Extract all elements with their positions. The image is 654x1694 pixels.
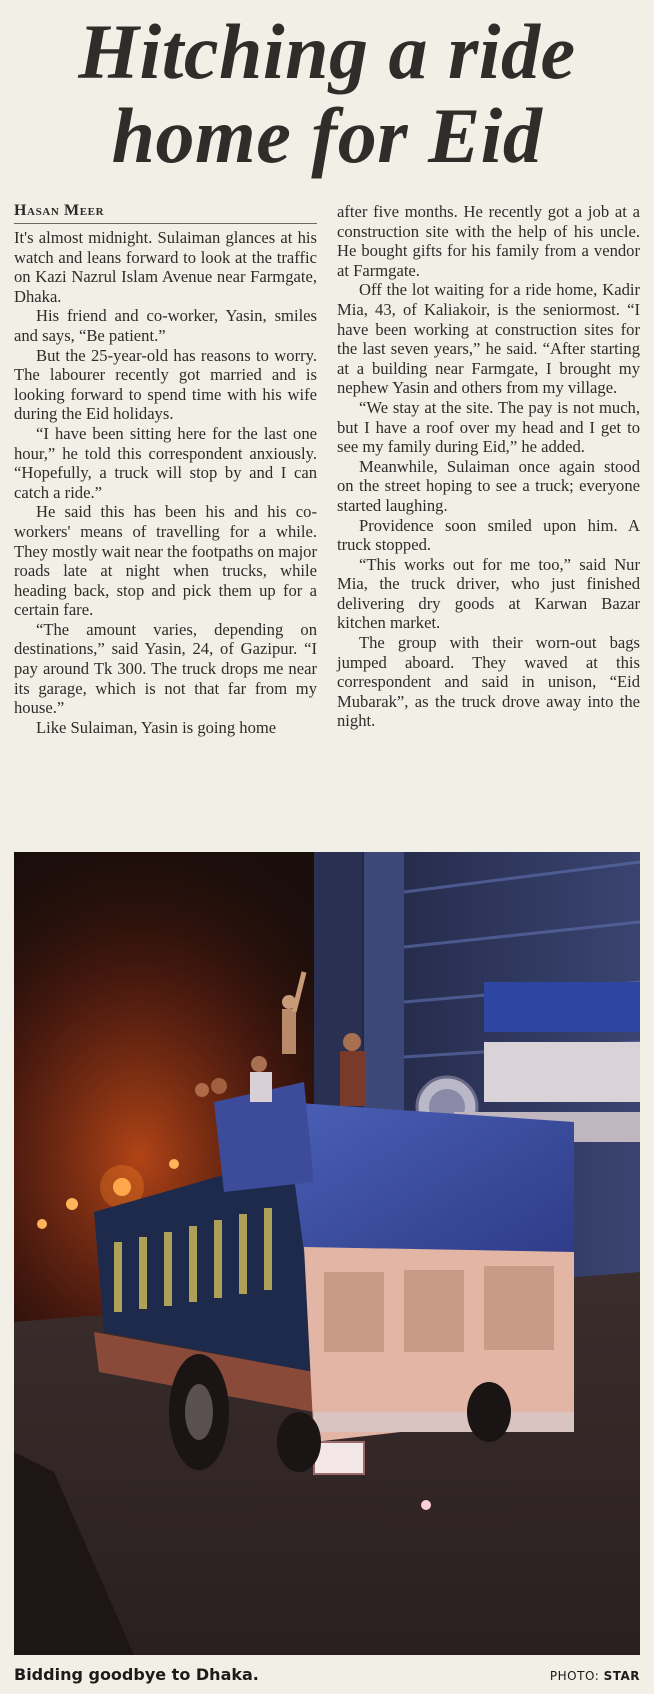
byline: Hasan Meer bbox=[14, 202, 317, 224]
paragraph: “I have been sitting here for the last one hour,” he told this correspondent anxiously. “Hopefully, a truck will stop by and I can catch a ride.” bbox=[14, 423, 317, 502]
photo-credit bbox=[550, 1669, 640, 1683]
article-photo bbox=[14, 852, 640, 1655]
credit-label: PHOTO: bbox=[549, 1669, 600, 1683]
paragraph: It's almost midnight. Sulaiman glances at his watch and leans forward to look at the traffic on Kazi Nazrul Islam Avenue near Farmgate, Dhaka. bbox=[14, 228, 317, 306]
night-truck-illustration bbox=[14, 852, 640, 1655]
paragraph: The group with their worn-out bags jumped aboard. They waved at this correspondent and said in unison, “Eid Mubarak”, as the truck drove away into the night. bbox=[337, 633, 640, 731]
paragraph: after five months. He recently got a job at a construction site with the help of his uncle. He bought gifts for his family from a vendor at Farmgate. bbox=[337, 202, 640, 280]
paragraph: “The amount varies, depending on destinations,” said Yasin, 24, of Gazipur. “I pay around Tk 300. The truck drops me near its garage, which is not that far from my house.” bbox=[14, 619, 317, 718]
paragraph: Meanwhile, Sulaiman once again stood on the street hoping to see a truck; everyone started laughing. bbox=[337, 456, 640, 515]
credit-source: STAR bbox=[603, 1669, 640, 1683]
headline-line-2: home for Eid bbox=[111, 92, 543, 179]
paragraph: Providence soon smiled upon him. A truck stopped. bbox=[337, 515, 640, 555]
column-1 bbox=[14, 202, 317, 737]
column-2 bbox=[337, 202, 640, 737]
paragraph: He said this has been his and his co-workers' means of travelling for a while. They mostly wait near the footpaths on major roads late at night when trucks, while heading back, stop and pick them up for a certain fare. bbox=[14, 502, 317, 620]
headline-line-1: Hitching a ride bbox=[78, 8, 576, 95]
paragraph: “This works out for me too,” said Nur Mia, the truck driver, who just finished delivering dry goods at Karwan Bazar kitchen market. bbox=[337, 554, 640, 633]
article-body bbox=[14, 202, 640, 737]
paragraph: Off the lot waiting for a ride home, Kadir Mia, 43, of Kaliakoir, is the seniormost. “I have been working at construction sites for the last seven years,” he said. “After starting at a building near Farmgate, I brought my nephew Yasin and others from my village. bbox=[337, 280, 640, 398]
article-headline bbox=[0, 10, 654, 178]
paragraph: His friend and co-worker, Yasin, smiles and says, “Be patient.” bbox=[14, 306, 317, 345]
photo-caption: Bidding goodbye to Dhaka. bbox=[14, 1665, 259, 1684]
paragraph: Like Sulaiman, Yasin is going home bbox=[36, 717, 277, 737]
paragraph: “We stay at the site. The pay is not much, but I have a roof over my head and I get to see my family during Eid,” he added. bbox=[337, 397, 640, 457]
paragraph: But the 25-year-old has reasons to worry. The labourer recently got married and is looking forward to spend time with his wife during the Eid holidays. bbox=[14, 345, 317, 424]
